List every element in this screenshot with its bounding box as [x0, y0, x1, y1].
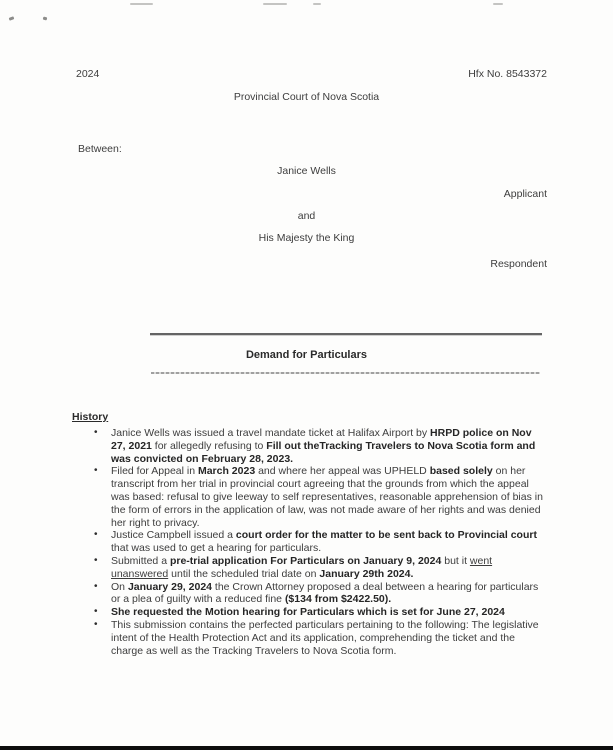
history-text-segment: for allegedly refusing to [151, 439, 267, 452]
history-item [93, 581, 545, 607]
history-text-segment: ($134 from $2422.50). [284, 593, 392, 606]
scan-dash [493, 3, 503, 5]
history-item [93, 427, 545, 465]
history-text-segment: Justice Campbell issued a [111, 529, 236, 542]
document-year: 2024 [76, 68, 100, 80]
title-rule-bottom [151, 372, 540, 374]
between-label: Between: [78, 143, 122, 155]
history-item [93, 555, 545, 581]
parties-conjunction: and [297, 210, 316, 222]
history-item [93, 529, 545, 555]
history-text-segment: pre-trial application For Particulars on January 9, 2024 [169, 554, 442, 567]
history-text-segment: Janice Wells was issued a travel mandate ticket at Halifax Airport by [111, 427, 431, 439]
history-text-segment: based solely [429, 465, 493, 478]
scan-dash [263, 3, 287, 5]
history-item [93, 465, 545, 529]
history-text-segment: Filed for Appeal in [111, 465, 198, 478]
scan-speck [9, 16, 15, 21]
history-text-segment: Submitted a [111, 554, 170, 567]
scan-speck [43, 17, 48, 21]
history-text-segment: the Crown Attorney proposed a deal between a hearing for particulars or a plea of guilty with a reduced fine [111, 580, 539, 606]
document-title: Demand for Particulars [245, 349, 368, 361]
history-text-segment: until the scheduled trial date on [168, 567, 320, 580]
history-text-segment: that was used to get a hearing for particulars. [111, 542, 322, 555]
scan-edge-bar [0, 746, 613, 750]
history-text-segment: January 29th 2024. [319, 567, 414, 580]
history-item [93, 606, 545, 619]
applicant-name: Janice Wells [277, 165, 336, 177]
history-text-segment: HRPD police on Nov 27, 2021 [111, 427, 532, 452]
history-text-segment: but it [441, 554, 470, 567]
respondent-role-label: Respondent [490, 258, 547, 270]
applicant-role-label: Applicant [503, 188, 547, 200]
history-text-segment: on her transcript from her trial in provincial court agreeing that the grounds from which the appeal was based: refusal to give leeway to self representatives, reasonable apprehension of bias in the form of errors in the application of law, was not made aware of her rights and was denied her right to privacy. [111, 465, 543, 529]
title-rule-top [150, 333, 542, 335]
history-text-segment: Fill out theTracking Travelers to Nova Scotia form and was convicted on February 28, 2023. [111, 439, 536, 465]
court-file-number: Hfx No. 8543372 [468, 68, 547, 80]
history-text-segment: She requested the Motion hearing for Particulars which is set for June 27, 2024 [111, 606, 505, 619]
history-text-segment: March 2023 [197, 465, 256, 478]
history-text-segment: and where her appeal was UPHELD [255, 465, 430, 478]
court-name: Provincial Court of Nova Scotia [233, 91, 380, 103]
history-heading: History [72, 411, 109, 423]
history-text-segment: went unanswered [111, 554, 493, 580]
history-text-segment: January 29, 2024 [127, 580, 212, 593]
history-text-segment: This submission contains the perfected particulars pertaining to the following: The legislative intent of the Health Protection Act and its application, comprehending the ticket and the charge as well as the Tracking Travelers to Nova Scotia form. [111, 618, 539, 657]
respondent-name: His Majesty the King [258, 232, 355, 244]
history-text-segment: On [111, 580, 128, 593]
scan-dash [313, 3, 321, 5]
history-item [93, 619, 545, 657]
history-text-segment: court order for the matter to be sent back to Provincial court [235, 529, 537, 542]
history-list [93, 427, 545, 657]
scan-dash [130, 3, 153, 5]
